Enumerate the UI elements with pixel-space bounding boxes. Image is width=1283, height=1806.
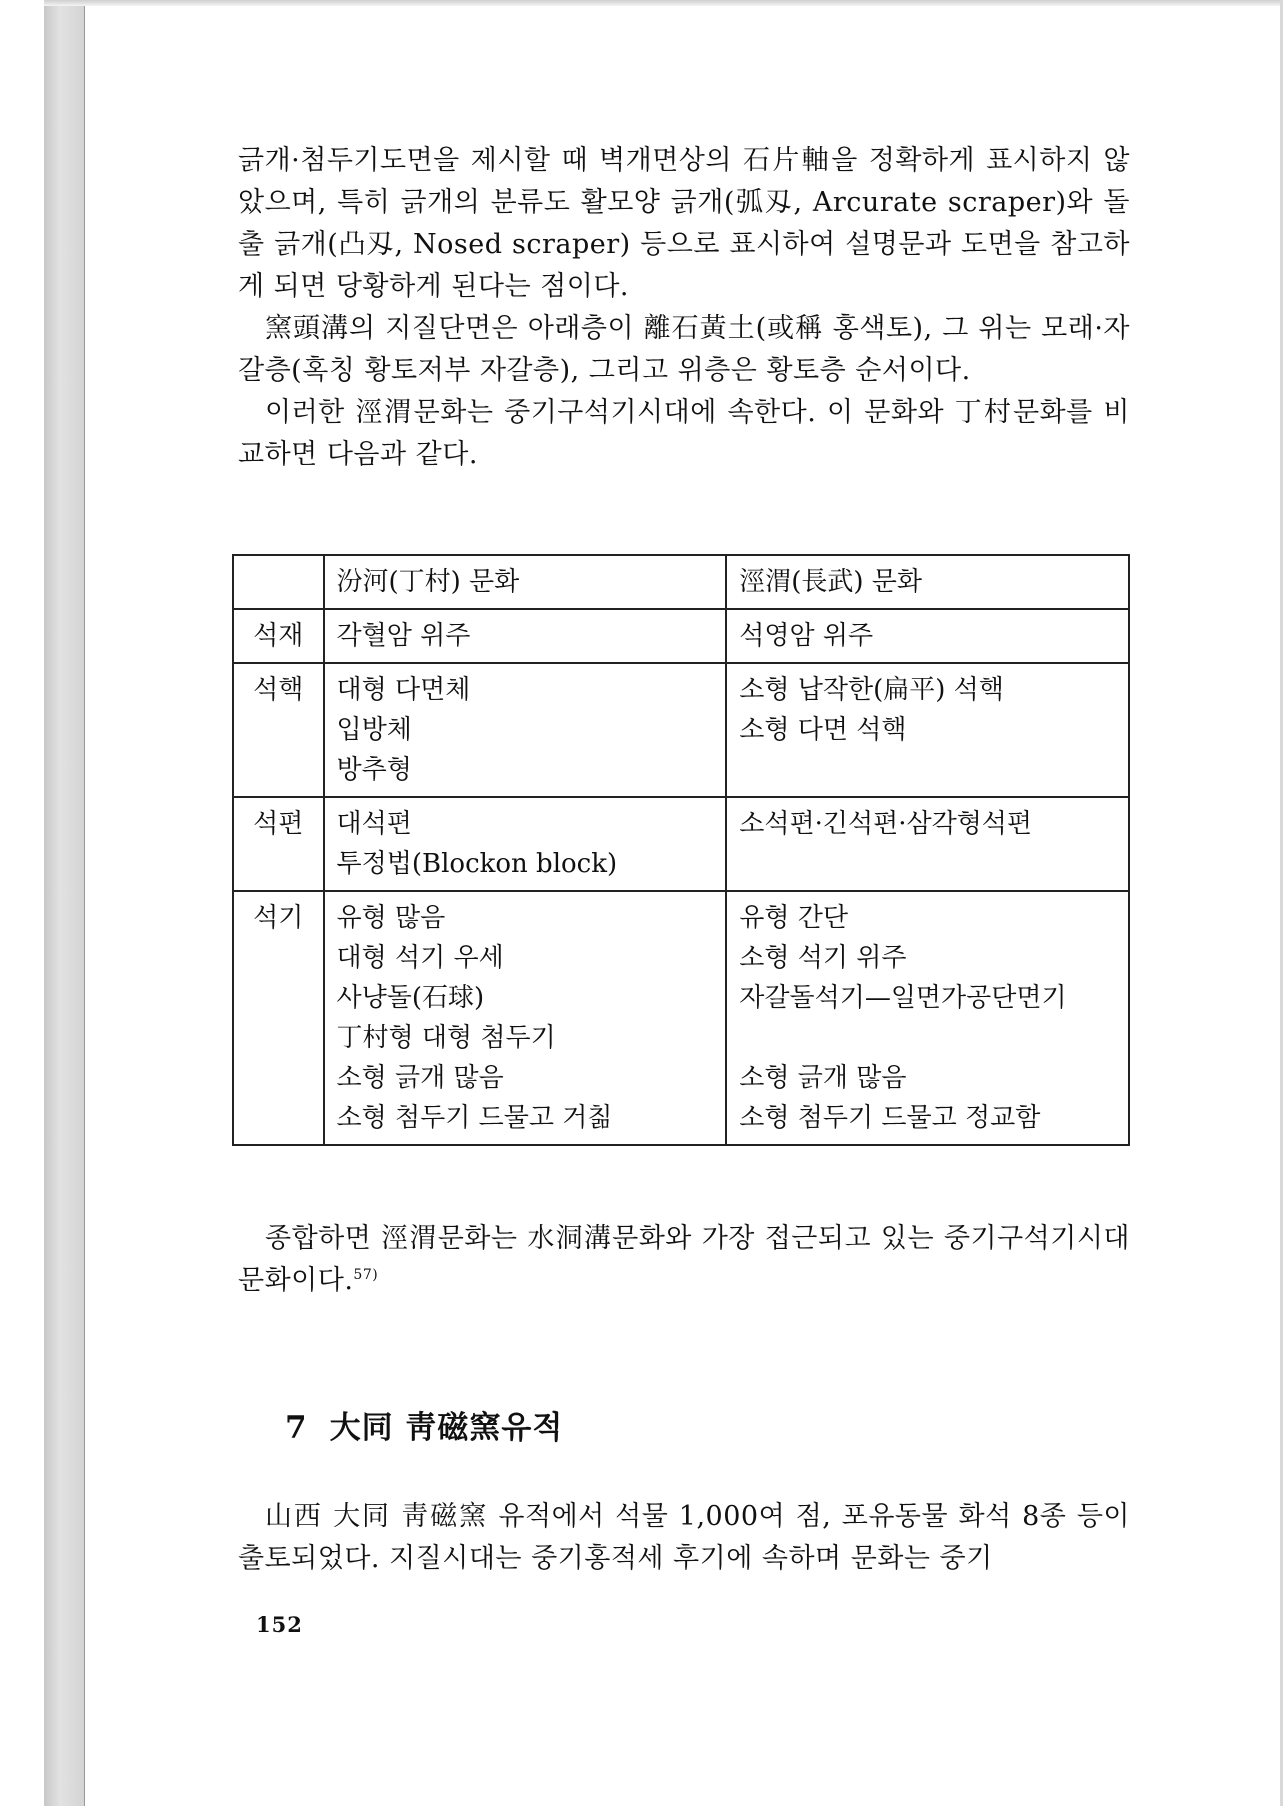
cell-fenhe [324, 663, 727, 797]
cell-line: 소형 긁개 많음 [336, 1063, 504, 1093]
cell-jingwei [726, 663, 1129, 797]
cell-jingwei [726, 797, 1129, 891]
cell-line: 유형 많음 [336, 903, 446, 933]
cell-line: 대형 다면체 [336, 675, 471, 705]
paragraph-bottom: 山西 大同 靑磁窯 유적에서 석물 1,000여 점, 포유동물 화석 8종 등이 출토되었다. 지질시대는 중기홍적세 후기에 속하며 문화는 중기 [238, 1501, 1130, 1574]
row-label: 석핵 [233, 663, 324, 797]
cell-line: 소형 첨두기 드물고 정교함 [739, 1103, 1041, 1133]
row-label: 석기 [233, 891, 324, 1145]
cell-jingwei [726, 609, 1129, 663]
section-number: 7 [285, 1410, 308, 1446]
cell-line: 소석편·긴석편·삼각형석편 [739, 809, 1033, 839]
cell-fenhe [324, 891, 727, 1145]
cell-fenhe [324, 797, 727, 891]
table-row [233, 663, 1129, 797]
cell-fenhe [324, 609, 727, 663]
table-header-empty [233, 555, 324, 609]
summary-text: 종합하면 涇渭문화는 水洞溝문화와 가장 접근되고 있는 중기구석기시대 문화이다. [238, 1223, 1130, 1296]
cell-blank-line [739, 1018, 1116, 1058]
table-header-fenhe: 汾河(丁村) 문화 [324, 555, 727, 609]
cell-jingwei [726, 891, 1129, 1145]
section-heading [285, 1402, 563, 1447]
table-header-row [233, 555, 1129, 609]
summary-block [238, 1218, 1130, 1302]
cell-line: 방추형 [336, 755, 412, 785]
page-top-edge [44, 0, 1283, 6]
summary-paragraph [238, 1218, 1130, 1302]
table-header-jingwei: 涇渭(長武) 문화 [726, 555, 1129, 609]
paragraph-3: 이러한 涇渭문화는 중기구석기시대에 속한다. 이 문화와 丁村문화를 비교하면 다음과 같다. [238, 397, 1130, 470]
cell-line: 丁村형 대형 첨두기 [336, 1023, 556, 1053]
table-row [233, 891, 1129, 1145]
cell-line: 소형 긁개 많음 [739, 1063, 907, 1093]
page-number: 152 [256, 1612, 303, 1637]
cell-line: 소형 납작한(扁平) 석핵 [739, 675, 1004, 705]
cell-line: 대형 석기 우세 [336, 943, 504, 973]
cell-line: 투정법(Blockon block) [336, 849, 618, 879]
paragraph-1: 긁개·첨두기도면을 제시할 때 벽개면상의 石片軸을 정확하게 표시하지 않았으며, 특히 긁개의 분류도 활모양 긁개(弧刄, Arcurate scraper)와 돌출 긁개(凸刄, Nosed scraper) 등으로 표시하여 설명문과 도면을 참고하게 되면 당황하게 된다는 점이다. [238, 145, 1130, 302]
section-title: 大同 靑磁窯유적 [329, 1410, 564, 1446]
cell-line: 각혈암 위주 [336, 621, 471, 651]
bottom-text-block [238, 1496, 1130, 1580]
cell-line: 자갈돌석기—일면가공단면기 [739, 983, 1067, 1013]
table-row [233, 797, 1129, 891]
cell-line: 대석편 [336, 809, 412, 839]
book-spine-shading [44, 0, 85, 1806]
table-row [233, 609, 1129, 663]
comparison-table [232, 554, 1130, 1146]
cell-line: 소형 첨두기 드물고 거칢 [336, 1103, 613, 1133]
cell-line: 사냥돌(石球) [336, 983, 485, 1013]
row-label: 석편 [233, 797, 324, 891]
cell-line: 입방체 [336, 715, 412, 745]
cell-line: 소형 석기 위주 [739, 943, 907, 973]
cell-line: 소형 다면 석핵 [739, 715, 907, 745]
top-text-block [238, 140, 1130, 476]
cell-line: 유형 간단 [739, 903, 848, 933]
cell-line: 석영암 위주 [739, 621, 874, 651]
row-label: 석재 [233, 609, 324, 663]
paragraph-2: 窯頭溝의 지질단면은 아래층이 離石黃土(或稱 홍색토), 그 위는 모래·자갈층(혹칭 황토저부 자갈층), 그리고 위층은 황토층 순서이다. [238, 313, 1130, 386]
footnote-ref: 57) [353, 1267, 379, 1283]
